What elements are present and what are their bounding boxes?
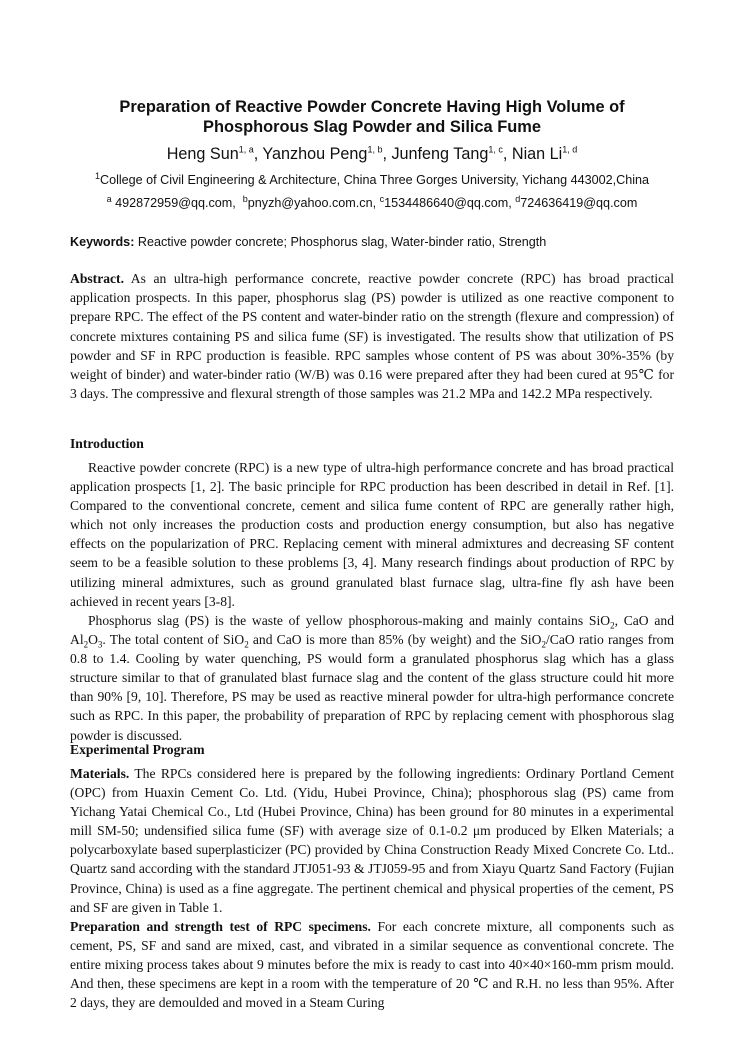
abstract-text: As an ultra-high performance concrete, reactive powder concrete (RPC) has broad practical application prospects. In this paper, phosphorus slag (PS) powder is utilized as one reactive component to prepare RPC. The effect of the PS content and water-binder ratio on the strength (flexure and compression) of concrete mixtures containing PS and silica fume (SF) is investigated. The results show that utilization of PS powder and SF in RPC production is feasible. RPC samples whose content of PS was about 30%-35% (by weight of binder) and water-binder ratio (W/B) was 0.16 were prepared after they had been cured at 95℃ for 3 days. The compressive and flexural strength of those samples was 21.2 MPa and 142.2 MPa respectively.	[70, 271, 674, 402]
title-line-1: Preparation of Reactive Powder Concrete Having High Volume of	[119, 98, 625, 116]
author-mark: 1, b	[367, 144, 383, 155]
affiliation-mark: 1	[94, 170, 100, 181]
email-mark: c	[379, 193, 385, 204]
author-name: Heng Sun	[166, 145, 239, 163]
preparation-text: For each concrete mixture, all components such as cement, PS, SF and sand are mixed, cast, and vibrated in a similar sequence as conventional concrete. The entire mixing process takes about 9 minutes before the mix is ready to cast into 40×40×160-mm prism mould. And then, these specimens are kept in a room with the temperature of 20 ℃ and R.H. no less than 95%. After 2 days, they are demoulded and moved in a Steam Curing	[70, 919, 674, 1011]
affiliation-text: College of Civil Engineering & Architecture, China Three Gorges University, Yichang 443002,China	[99, 173, 650, 187]
email-mark: a	[106, 193, 112, 204]
materials-label: Materials.	[70, 766, 130, 781]
experimental-heading: Experimental Program	[70, 742, 205, 757]
email-mark: d	[515, 193, 521, 204]
author-list: Heng Sun$^{1, a}$, Yanzhou Peng$^{1, b}$, Junfeng Tang$^{1, c}$, Nian Li$^{1, d}$	[166, 144, 578, 163]
email-address[interactable]: pnyzh@yahoo.com.cn,	[247, 196, 377, 210]
preparation-label: Preparation and strength test of RPC specimens.	[70, 919, 371, 934]
author-name: Junfeng Tang	[391, 145, 489, 163]
title-line-2: Phosphorous Slag Powder and Silica Fume	[203, 118, 541, 136]
introduction-heading: Introduction	[70, 436, 144, 451]
author-mark: 1, d	[562, 144, 578, 155]
keywords-label: Keywords:	[70, 235, 135, 249]
keywords	[70, 234, 674, 250]
email-address[interactable]: 1534486640@qq.com,	[384, 196, 512, 210]
email-mark: b	[242, 193, 248, 204]
email-address[interactable]: 492872959@qq.com,	[115, 196, 236, 210]
abstract-label: Abstract.	[70, 271, 124, 286]
author-name: Nian Li	[511, 145, 563, 163]
introduction-paragraph-1: Reactive powder concrete (RPC) is a new type of ultra-high performance concrete and has broad practical application prospects [1, 2]. The basic principle for RPC production has been described in detail in Ref. [1]. Compared to the conventional concrete, cement and silica fume content of RPC are generally rather high, which not only increases the production costs and production energy consumption, but also has negative effects on the popularization of PRC. Replacing cement with mineral admixtures and decreasing SF content seem to be a feasible solution to these problems [3, 4]. Many research findings about production of RPC by utilizing mineral admixtures, such as ground granulated blast furnace slag, ultra-fine fly ash have been achieved in recent years [3-8].	[70, 460, 674, 609]
affiliation	[70, 172, 674, 188]
author-name: Yanzhou Peng	[262, 145, 368, 163]
keywords-text: Reactive powder concrete; Phosphorus slag, Water-binder ratio, Strength	[137, 235, 547, 249]
materials-paragraph	[70, 764, 674, 917]
paper-title	[70, 97, 674, 137]
preparation-paragraph	[70, 917, 674, 1012]
email-list	[70, 195, 674, 211]
email-address[interactable]: 724636419@qq.com	[520, 196, 638, 210]
introduction-paragraph-2: Phosphorus slag (PS) is the waste of yellow phosphorous-making and mainly contains SiO$_2$, CaO and $Al_2O_3$. The total content of SiO$_2$ and CaO is more than 85% (by weight) and the SiO$_2$/CaO ratio ranges from 0.8 to 1.4. Cooling by water quenching, PS would form a granulated phosphorus slag which has a glass structure similar to that of granulated blast furnace slag and the content of the glass structure could hit more than 90% [9, 10]. Therefore, PS may be used as reactive mineral powder for ultra-high performance concrete such as RPC. In this paper, the probability of preparation of RPC by replacing cement with phosphorous slag powder is discussed.	[70, 613, 675, 743]
abstract	[70, 269, 674, 403]
author-mark: 1, c	[488, 144, 503, 155]
materials-text: The RPCs considered here is prepared by the following ingredients: Ordinary Portland Cement (OPC) from Huaxin Cement Co. Ltd. (Yidu, Hubei Province, China); phosphorous slag (PS) came from Yichang Yatai Chemical Co., Ltd (Hubei Province, China) has been ground for 80 minutes in a experimental mill SM-50; undensified silica fume (SF) with average size of 0.1-0.2 μm produced by Elken Materials; a polycarboxylate based superplasticizer (PC) provided by China Construction Ready Mixed Concrete Co. Ltd.. Quartz sand according with the standard JTJ051-93 & JTJ059-95 and from Xiayu Quartz Sand Factory (Fujian Province, China) is used as a fine aggregate. The pertinent chemical and physical properties of the cement, PS and SF are given in Table 1.	[70, 766, 674, 915]
author-mark: 1, a	[238, 144, 254, 155]
